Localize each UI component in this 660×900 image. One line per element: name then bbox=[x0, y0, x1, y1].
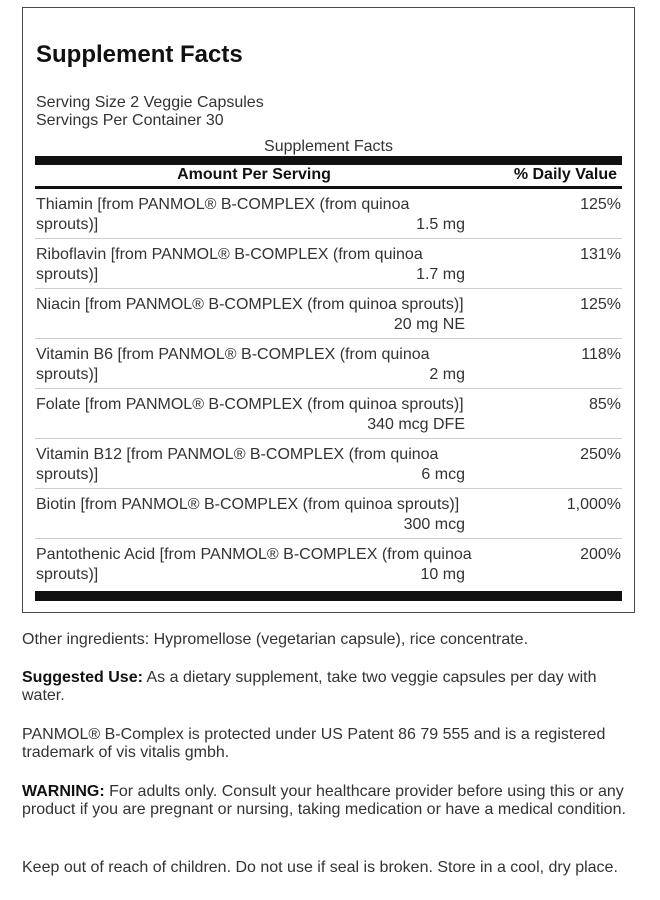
nutrient-name: Folate [from PANMOL® B-COMPLEX (from quinoa sprouts)] bbox=[36, 396, 464, 413]
nutrient-dv: 250% bbox=[580, 446, 621, 463]
nutrient-amount: 340 mcg DFE bbox=[367, 416, 465, 433]
table-row bbox=[35, 389, 622, 439]
nutrient-amount: 20 mg NE bbox=[393, 316, 465, 333]
table-header bbox=[35, 165, 622, 189]
suggested-use-label: Suggested Use: bbox=[22, 669, 143, 686]
nutrient-name: Vitamin B12 [from PANMOL® B-COMPLEX (from quinoa sprouts)] bbox=[36, 446, 439, 483]
nutrient-name: Thiamin [from PANMOL® B-COMPLEX (from quinoa sprouts)] bbox=[36, 196, 410, 233]
nutrient-dv: 131% bbox=[580, 246, 621, 263]
servings-per-container: Servings Per Container 30 bbox=[36, 112, 224, 129]
table-row bbox=[35, 239, 622, 289]
table-row bbox=[35, 189, 622, 239]
suggested-use-text: As a dietary supplement, take two veggie capsules per day with water. bbox=[22, 669, 597, 704]
storage-note: Keep out of reach of children. Do not use if seal is broken. Store in a cool, dry place. bbox=[22, 859, 618, 876]
table-row bbox=[35, 289, 622, 339]
warning bbox=[22, 783, 632, 819]
serving-size: Serving Size 2 Veggie Capsules bbox=[36, 94, 264, 111]
nutrient-dv: 85% bbox=[588, 396, 621, 413]
table-row bbox=[35, 439, 622, 489]
suggested-use bbox=[22, 669, 632, 705]
warning-label: WARNING: bbox=[22, 783, 105, 800]
nutrient-name: Vitamin B6 [from PANMOL® B-COMPLEX (from quinoa sprouts)] bbox=[36, 346, 430, 383]
nutrient-dv: 125% bbox=[580, 196, 621, 213]
table-caption: Supplement Facts bbox=[264, 138, 393, 155]
supplement-facts-panel bbox=[22, 7, 635, 613]
table-row bbox=[35, 539, 622, 589]
table-row bbox=[35, 489, 622, 539]
nutrient-table bbox=[35, 189, 622, 589]
nutrient-amount: 300 mcg bbox=[403, 516, 465, 533]
nutrient-name: Niacin [from PANMOL® B-COMPLEX (from quinoa sprouts)] bbox=[36, 296, 464, 313]
nutrient-dv: 118% bbox=[581, 346, 621, 363]
serving-info bbox=[36, 94, 264, 130]
warning-text: For adults only. Consult your healthcare provider before using this or any product if you are pregnant or nursing, taking medication or have a medical condition. bbox=[22, 783, 626, 818]
patent-note: PANMOL® B-Complex is protected under US Patent 86 79 555 and is a registered trademark of vis vitalis gmbh. bbox=[22, 726, 606, 761]
nutrient-name: Pantothenic Acid [from PANMOL® B-COMPLEX (from quinoa sprouts)] bbox=[36, 546, 472, 583]
nutrient-amount: 10 mg bbox=[420, 566, 465, 583]
nutrient-dv: 200% bbox=[580, 546, 621, 563]
nutrient-dv: 1,000% bbox=[566, 496, 621, 513]
other-ingredients: Other ingredients: Hypromellose (vegetarian capsule), rice concentrate. bbox=[22, 631, 529, 648]
bottom-divider bbox=[35, 591, 622, 601]
nutrient-amount: 1.7 mg bbox=[416, 266, 465, 283]
nutrient-name: Riboflavin [from PANMOL® B-COMPLEX (from quinoa sprouts)] bbox=[36, 246, 423, 283]
header-daily-value: % Daily Value bbox=[513, 166, 617, 183]
nutrient-amount: 6 mcg bbox=[421, 466, 465, 483]
table-row bbox=[35, 339, 622, 389]
panel-title: Supplement Facts bbox=[36, 41, 243, 68]
nutrient-name: Biotin [from PANMOL® B-COMPLEX (from quinoa sprouts)] bbox=[36, 496, 460, 513]
nutrient-amount: 2 mg bbox=[429, 366, 465, 383]
nutrient-dv: 125% bbox=[580, 296, 621, 313]
top-divider bbox=[35, 156, 622, 165]
header-amount-per-serving: Amount Per Serving bbox=[177, 166, 331, 183]
nutrient-amount: 1.5 mg bbox=[416, 216, 465, 233]
